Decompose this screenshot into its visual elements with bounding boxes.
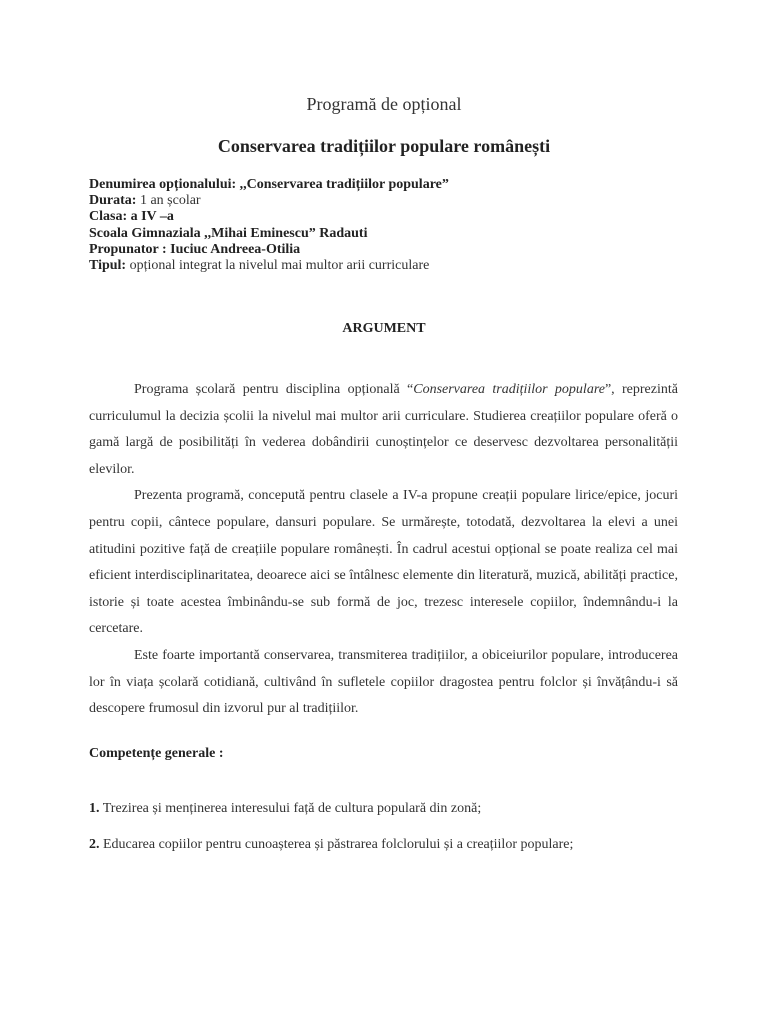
detail-name: Denumirea opționalului: ,,Conservarea tradițiilor populare” — [89, 177, 449, 192]
detail-class: Clasa: a IV –a — [89, 209, 174, 225]
optional-details — [89, 177, 689, 274]
argument-paragraph: Prezenta programă, concepută pentru clasele a IV-a propune creații populare lirice/epice, jocuri pentru copii, cântece populare, dansuri populare. Se urmărește, totodată, dezvoltarea la elevi a unei atitudini pozitive față de creațiile populare românești. În cadrul acestui opțional se poate realiza cel mai eficient interdisciplinaritatea, deoarece aici se întâlnesc elemente din literatură, muzică, abilități practice, istorie și toate acestea îmbinându-se sub formă de joc, trezesc interesele copiilor, îndemnându-i la cercetare. — [89, 488, 678, 637]
argument-heading: ARGUMENT — [342, 321, 426, 336]
document-title: Programă de opțional — [306, 94, 462, 114]
competences-heading: Competențe generale : — [89, 746, 224, 761]
detail-duration: Durata: 1 an școlar — [89, 193, 201, 209]
argument-paragraph: Este foarte importantă conservarea, transmiterea tradițiilor, a obiceiurilor populare, introducerea lor în viața școlară cotidiană, cultivând în sufletele copiilor dragostea pentru folclor și învățându-i să descopere frumosul din izvorul pur al tradițiilor. — [89, 647, 678, 717]
argument-body — [89, 377, 678, 723]
detail-school: Scoala Gimnaziala ,,Mihai Eminescu” Radauti — [89, 225, 368, 241]
competence-item: 2. Educarea copiilor pentru cunoașterea și păstrarea folclorului și a creațiilor populare; — [89, 837, 574, 852]
argument-paragraph: Programa școlară pentru disciplina opțională “Conservarea tradițiilor populare”, reprezintă curriculumul la decizia școlii la nivelul mai multor arii curriculare. Studierea creațiilor populare oferă o gamă largă de posibilități în vederea dobândirii cunoștințelor ce deservesc dezvoltarea personalității elevilor. — [89, 382, 678, 477]
detail-type: Tipul: opțional integrat la nivelul mai multor arii curriculare — [89, 258, 430, 274]
detail-proposer: Propunator : Iuciuc Andreea-Otilia — [89, 241, 301, 257]
competence-item: 1. Trezirea și menținerea interesului față de cultura populară din zonă; — [89, 801, 482, 816]
document-subtitle: Conservarea tradițiilor populare românești — [217, 136, 551, 156]
